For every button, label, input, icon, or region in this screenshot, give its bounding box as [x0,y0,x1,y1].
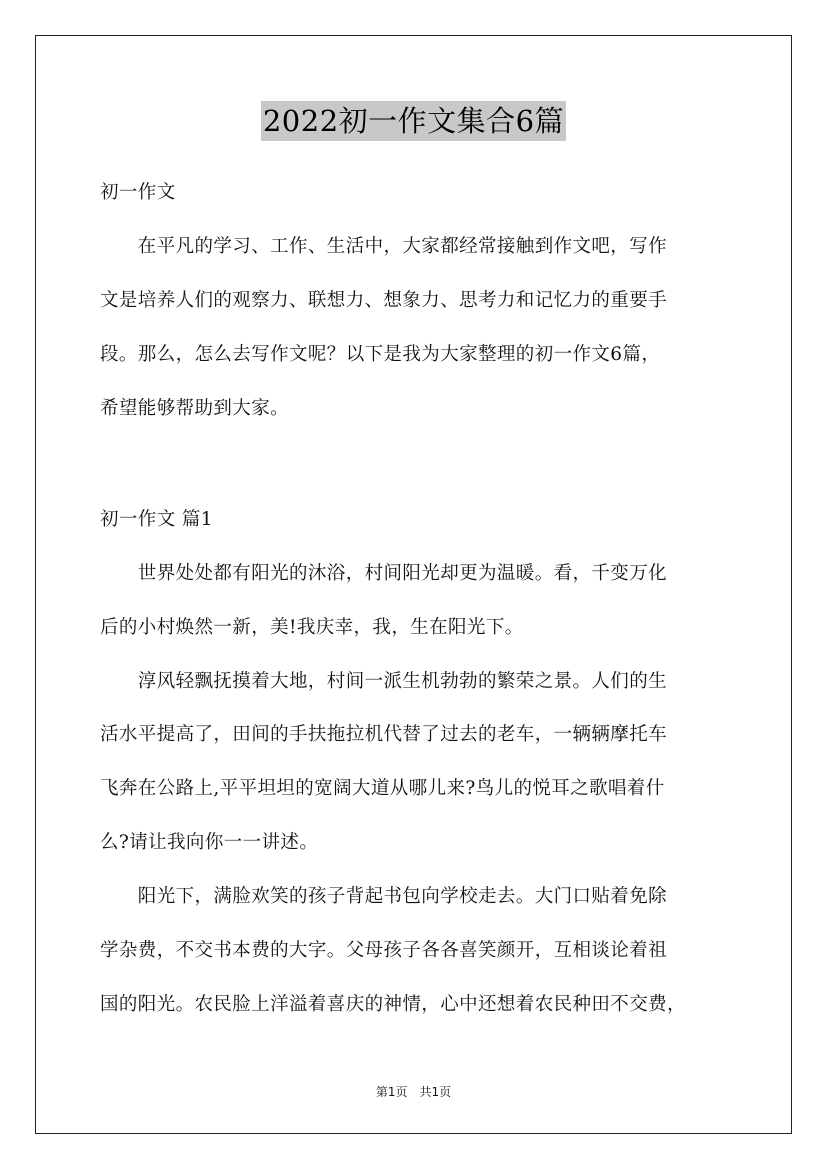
essay-line-6: 么?请让我向你一一讲述。 [100,832,319,853]
page-number: 第1页 共1页 [375,1085,452,1099]
title-area [0,101,827,141]
essay-line-7: 阳光下，满脸欢笑的孩子背起书包向学校走去。大门口贴着免除 [100,886,668,907]
essay-heading: 初一作文 篇1 [100,509,213,530]
essay-line-1: 世界处处都有阳光的沐浴，村间阳光却更为温暖。看，千变万化 [100,563,668,584]
intro-line-4: 希望能够帮助到大家。 [100,398,290,419]
essay-line-4: 活水平提高了，田间的手扶拖拉机代替了过去的老车，一辆辆摩托车 [100,724,668,745]
essay-line-9: 国的阳光。农民脸上洋溢着喜庆的神情，心中还想着农民种田不交费， [100,994,686,1015]
intro-line-3: 段。那么，怎么去写作文呢？以下是我为大家整理的初一作文6篇， [100,344,661,365]
page-footer [0,1084,827,1100]
essay-line-8: 学杂费，不交书本费的大字。父母孩子各各喜笑颜开，互相谈论着祖 [100,940,668,961]
essay-line-3: 淳风轻飘抚摸着大地，村间一派生机勃勃的繁荣之景。人们的生 [100,671,668,692]
intro-line-1: 在平凡的学习、工作、生活中，大家都经常接触到作文吧，写作 [100,236,668,257]
essay-line-5: 飞奔在公路上,平平坦坦的宽阔大道从哪儿来?鸟儿的悦耳之歌唱着什 [100,778,665,799]
section-heading: 初一作文 [100,182,176,203]
intro-line-2: 文是培养人们的观察力、联想力、想象力、思考力和记忆力的重要手 [100,290,668,311]
essay-line-2: 后的小村焕然一新，美!我庆幸，我，生在阳光下。 [100,617,524,638]
document-title: 2022初一作文集合6篇 [261,101,566,141]
